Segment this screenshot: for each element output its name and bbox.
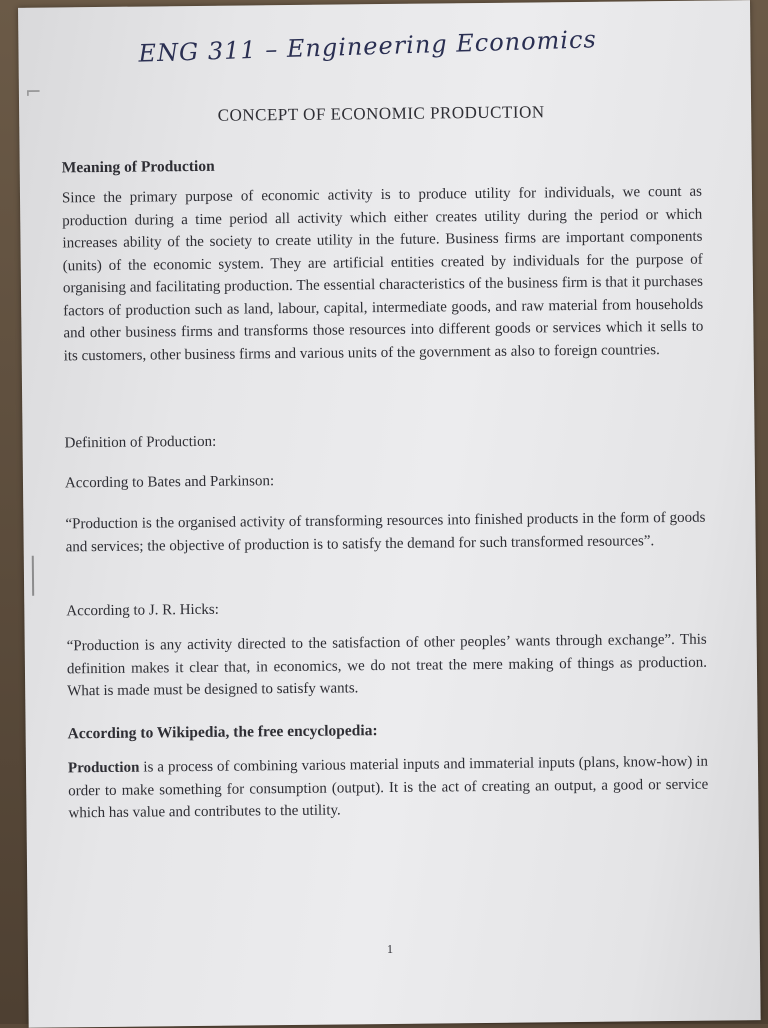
definition-heading: Definition of Production: (64, 433, 217, 452)
handwritten-course-heading: ENG 311 – Engineering Economics (138, 25, 598, 68)
hicks-quote: “Production is any activity directed to the satisfaction of other peoples’ wants through exchange”. This definition makes it clear that, in economics, we do not treat the mere making of things as production. What is made must be designed to satisfy wants. (66, 631, 707, 700)
wikipedia-text: is a process of combining various material inputs and immaterial inputs (plans, know-how) in order to make something for consumption (output). It is the act of creating an output, a good or service which has value and contributes to the utility. (68, 753, 709, 822)
margin-scribble: ⌐ (24, 79, 42, 104)
bates-heading: According to Bates and Parkinson: (64, 473, 275, 492)
page-title: CONCEPT OF ECONOMIC PRODUCTION (217, 102, 545, 125)
wikipedia-paragraph (68, 751, 709, 825)
page-number: 1 (386, 941, 393, 957)
meaning-heading: Meaning of Production (61, 157, 215, 177)
wikipedia-term: Production (67, 759, 140, 777)
wikipedia-heading: According to Wikipedia, the free encyclopedia: (67, 722, 378, 743)
hicks-heading: According to J. R. Hicks: (66, 601, 219, 620)
bates-quote: “Production is the organised activity of transforming resources into finished products in the form of goods and services; the objective of production is to satisfy the demand for such transformed resources”. (65, 509, 706, 555)
document-page (18, 0, 761, 1028)
meaning-paragraph: Since the primary purpose of economic activity is to produce utility for individuals, we count as production during a time period all activity which either creates utility during the period or which increases ability of the society to create utility in the future. Business firms are important components (units) of the economic system. They are artificial entities created by individuals for the purpose of organising and facilitating production. The essential characteristics of the business firm is that it purchases factors of production such as land, labour, capital, intermediate goods, and raw material from households and other business firms and transforms those resources into different goods or services which it sells to its customers, other business firms and various units of the government as also to foreign countries. (61, 183, 704, 364)
margin-pen-mark (32, 556, 34, 596)
